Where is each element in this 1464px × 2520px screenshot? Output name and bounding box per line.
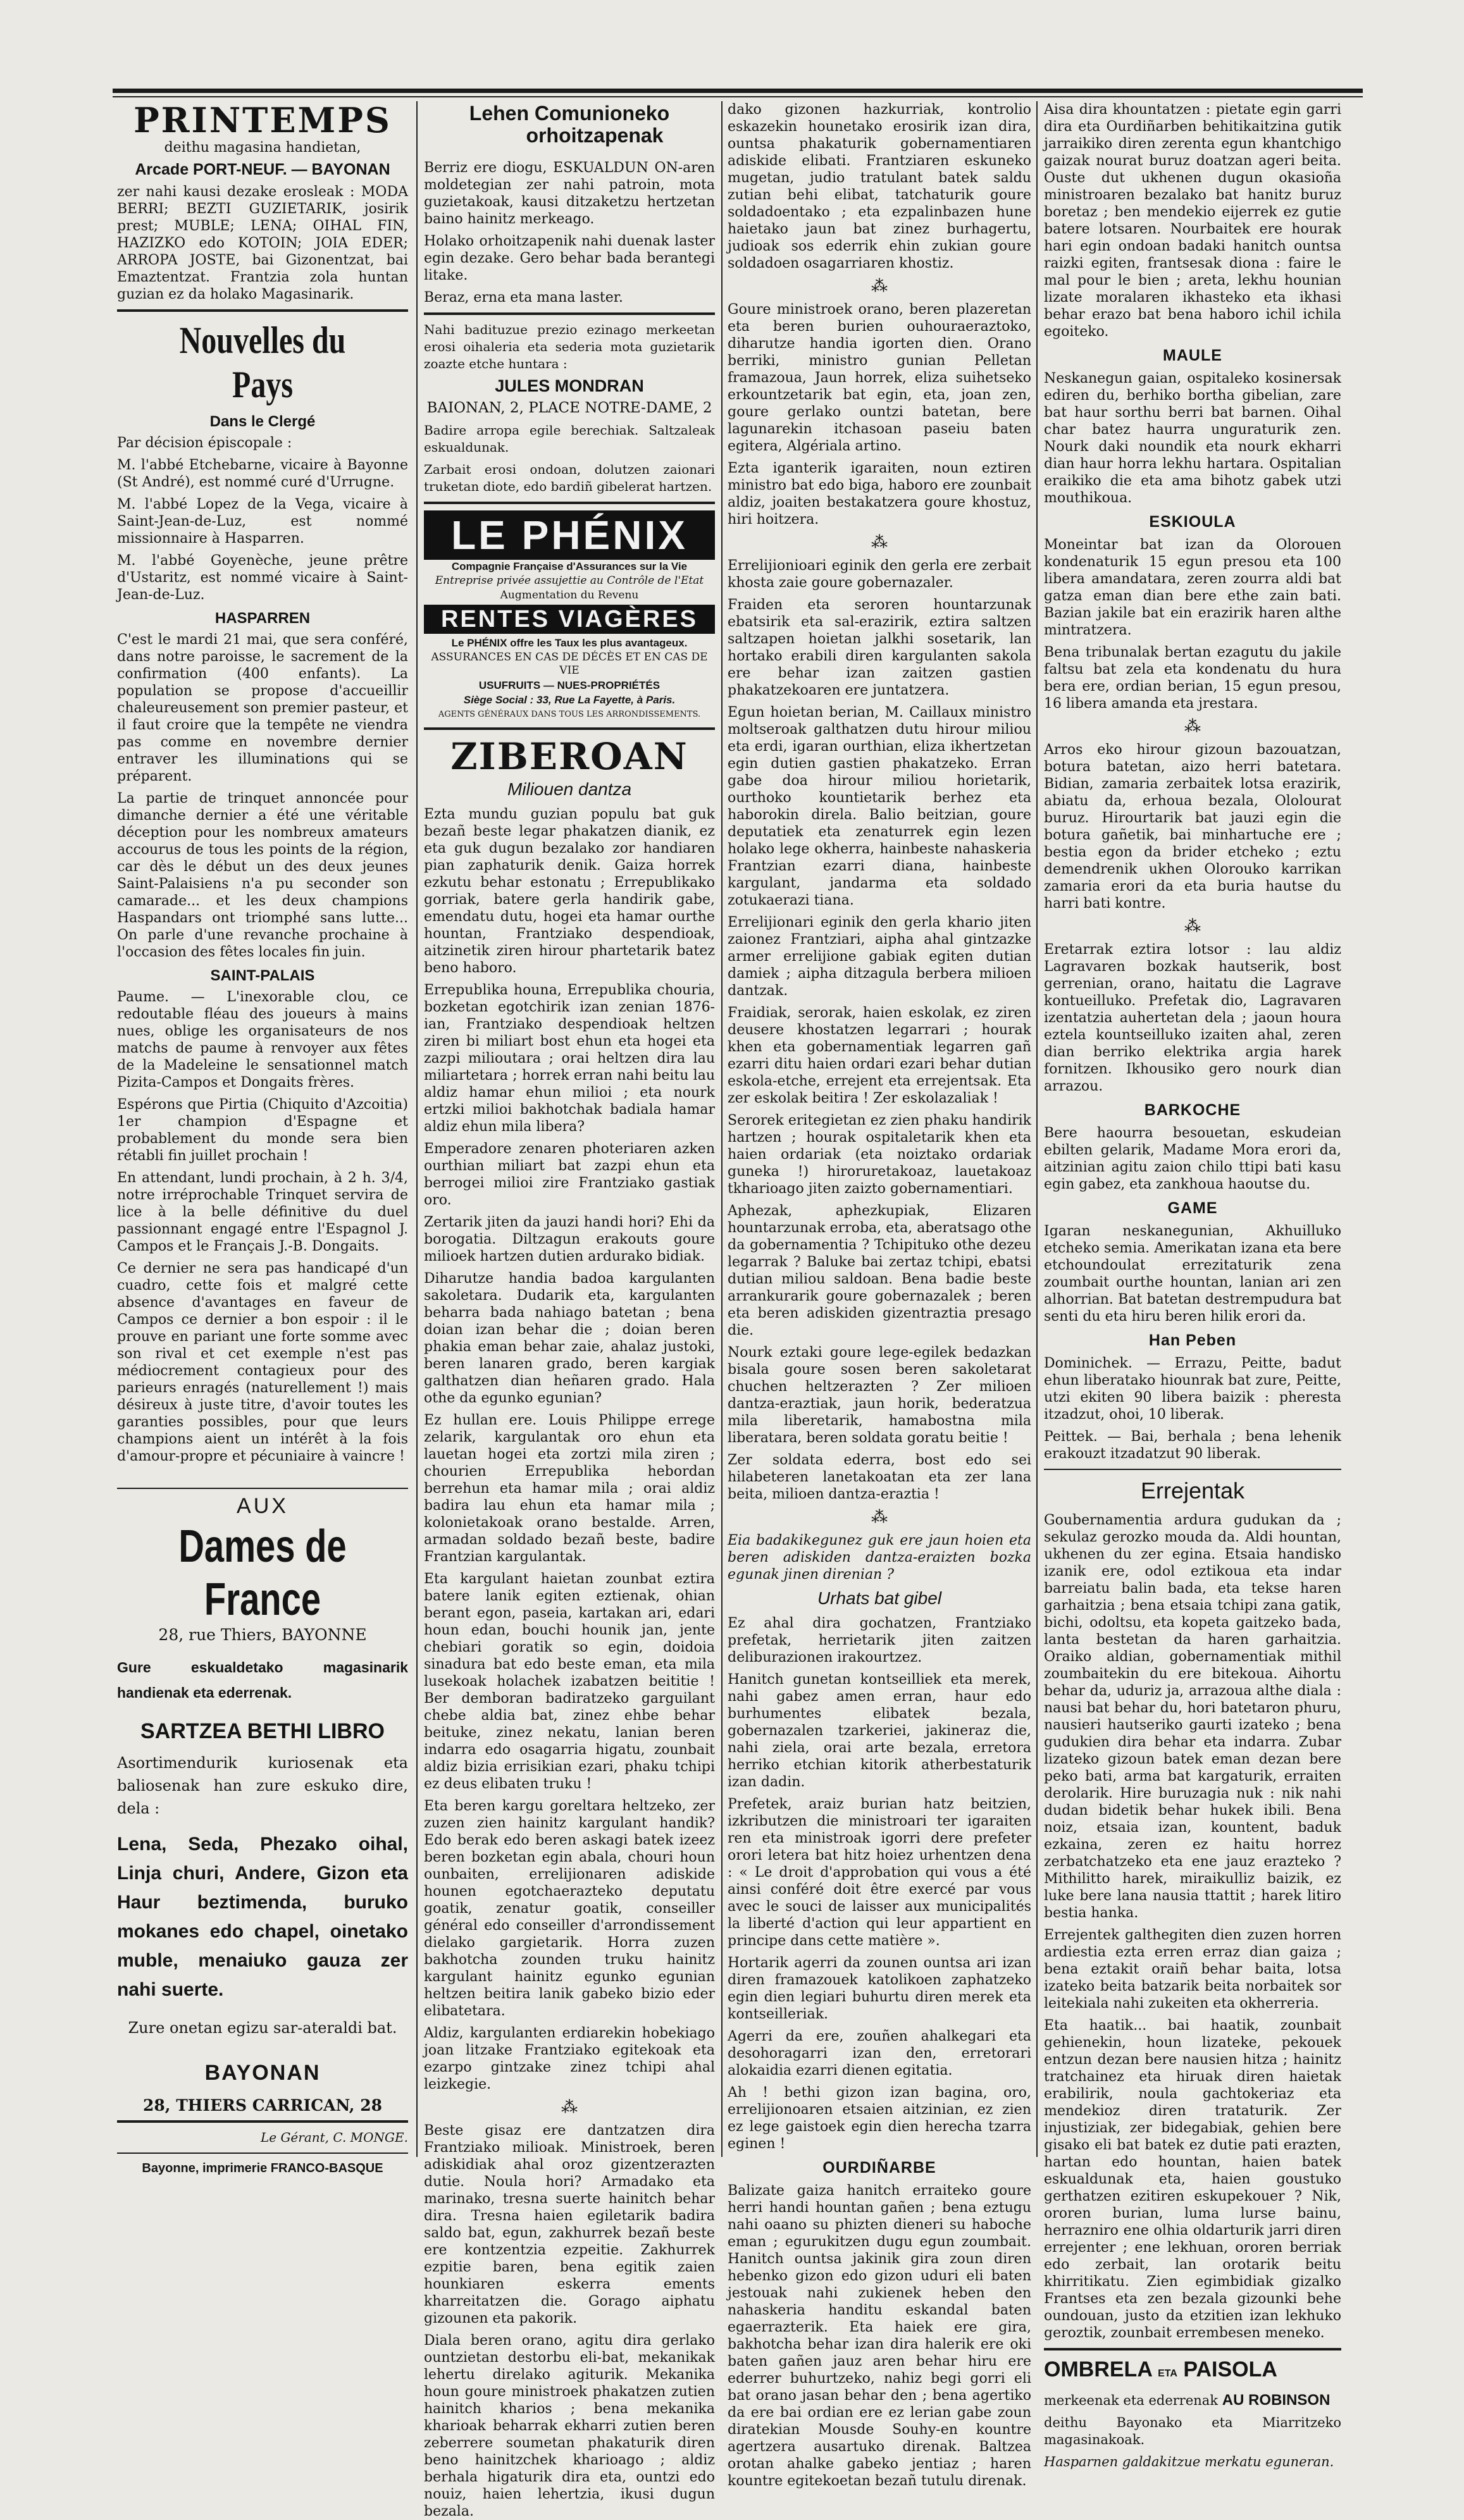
article-paragraph: Errejentek galthegiten dien zuzen horren ardiestia ezta erren erraz dian gaiza ; bena eztakit oraiñ behar baita, lotsa izateko beita batzarik beita norbaitek sor leitekiala nahi zukeiten eta okherreria.: [1044, 1927, 1341, 2011]
dames-line2: Asortimendurik kuriosenak eta baliosenak han zure eskuko dire, dela :: [117, 1754, 408, 1817]
article-paragraph: Ezta iganterik igaraiten, noun eztiren ministro bat edo biga, haboro ere zounbait aldiz, joaiten bestakatzera goure khostuz, hiri hoitzera.: [728, 460, 1031, 528]
article-paragraph: Ezta mundu guzian populu bat guk bezañ beste legar phakatzen dianik, ez eta guk dugun bezalako zor handiaren pian zaphaturik denik. Gaiza horrek ezkutu behar estonatu ; Errepublikako gorriak, batere gerla handirik gabe, emendatu dutu, hogei eta hamar ourthe hountan, Frantziako despendioak, aitzinetik ziren hirour phartetarik batez beno haboro.: [424, 806, 715, 976]
column-divider: [1036, 101, 1038, 2157]
clerge-text: M. l'abbé Lopez de la Vega, vicaire à Saint-Jean-de-Luz, est nommé missionnaire à Hasparren.: [117, 497, 408, 547]
phenix-line: AGENTS GÉNÉRAUX DANS TOUS LES ARRONDISSEMENTS.: [438, 710, 701, 719]
dames-street: 28, THIERS CARRICAN, 28: [143, 2096, 382, 2115]
ourdinarbe-heading: OURDIÑARBE: [822, 2159, 936, 2177]
dames-city: BAYONAN: [204, 2061, 321, 2085]
mondran-line: Zarbait erosi ondoan, dolutzen zaionari truketan diote, edo bardiñ gibelerat hartzen.: [424, 462, 715, 494]
article-paragraph: Aisa dira khountatzen : pietate egin garri dira eta Ourdiñarben behitikaitzina gutik jarraikiko diren zerenta egun khantchigo gaizak nourat buruz doatzan ageri beita. Ouste dut ukhenen dugun okasioña ministroaren bezalako bat hanitz buruz boretaz ; ben mendekio eijerrek ez gutie batere lotsaren. Nourbaitek ere hourak hari egin ondoan badaki hanitch ountsa raizki egiten, frantsesak diona : faire le mal pour le bien ; areta, lekhu hounian lizate moralaren ikhasteko eta ikhasi behar erazo bat bena haboro ichil ichila egoiteko.: [1044, 102, 1341, 340]
dames-line1: Gure eskualdetako magasinarik handienak eta ederrenak.: [117, 1659, 408, 1701]
article-paragraph: Bena tribunalak bertan ezagutu du jakile faltsu bat zela eta kondenatu du hura bera ere, ordian berian, 15 egun presou, 16 libera amanda eta jrestara.: [1044, 645, 1341, 712]
printemps-title: PRINTEMPS: [133, 100, 392, 140]
errejentak-title: Errejentak: [1140, 1478, 1245, 1504]
column-4: [1044, 101, 1341, 2469]
article-paragraph: Agerri da ere, zouñen ahalkegari eta desohoragarri izan den, erretorari alokaidia ezarri dienen egitatia.: [728, 2029, 1031, 2078]
urhats-title: Urhats bat gibel: [817, 1588, 942, 1608]
ombrela-ad: [1044, 2357, 1341, 2471]
divider: [1044, 1469, 1341, 1470]
phenix-ad: [424, 510, 715, 721]
article-paragraph: Errepublika houna, Errepublika chouria, bozketan egotchirik izan zenian 1876-ian, Frantziako despendioak heltzen ziren bi miliart bost ehun eta hogei eta zazpi milioutara ; orai heltzen dira lau miliartetara ; horrek erran nahi beitu lau aldiz hamar ehun milioi ; eta nourk ertzki milioi bakhotchak badiala hamar aldiz ehun mila libera?: [424, 982, 715, 1135]
article-paragraph: Goure ministroek orano, beren plazeretan eta beren burien ouhouraeraztoko, diharutze handia igorten dien. Orano berriki, ministro gunian Pelletan framazoua, Jaun horrek, eliza suihetseko erkountzetarik bat egin, eta, joan zen, goure gerlako ountzi batetan, bere lagunarekin itchasoan paseiu baten egitera, Algériala artino.: [728, 302, 1031, 454]
divider: [117, 2152, 408, 2154]
article-paragraph: Fraidiak, serorak, haien eskolak, ez ziren deusere khostatzen legarrari ; hourak khen eta gobernamentiak legarren gañ ezarri ditu haien ordari ezari behar dutian eskola-etche, errejent eta errejentsak. Eta zer eskolak beitira ! Zer eskolazaliak !: [728, 1005, 1031, 1106]
article-paragraph: Aphezak, aphezkupiak, Elizaren hountarzunak erroba, eta, aberatsago othe da gobernamentia ? Tchipituko othe dezeu legarrak ? Baluke bai zertaz tchipi, ebatsi dutian miliou saldoan. Bena badie beste arrankurarik goure gobernazalek ; beren eta beren adiskiden gizentraztia presago die.: [728, 1203, 1031, 1338]
article-paragraph: Ah ! bethi gizon izan bagina, oro, errelijionoaren etsaien aitzinian, ez zien ez lege gaistoek egin dien herecha tzarra eginen !: [728, 2085, 1031, 2152]
dames-line3: Zure onetan egizu sar-ateraldi bat.: [128, 2019, 397, 2037]
separator-ornament: ⁂: [871, 277, 888, 296]
ziberoan-title: ZIBEROAN: [450, 735, 688, 778]
ombrela-line3: deithu Bayonako eta Miarritzeko magasinakoak.: [1044, 2415, 1341, 2447]
ombrela-line4: Hasparnen galdakitzue merkatu eguneran.: [1044, 2454, 1334, 2469]
column-2: [424, 101, 715, 2519]
article-paragraph: Moneintar bat izan da Olorouen kondenaturik 15 egun presou eta 100 libera amandatara, zeren zourra aldi bat gatza eman dian bere ethe zain bati. Bazian jakile bat ein erazirik haren althe mintratzera.: [1044, 537, 1341, 638]
printemps-line: deithu magasina handietan,: [164, 140, 361, 156]
hasparren-text: C'est le mardi 21 mai, que sera conféré, dans notre paroisse, le sacrement de la confirmation (400 enfants). La population se propose d'accueillir chaleureusement son premier pasteur, et il faut croire que la tempête ne viendra pas comme en novembre dernier entraver les illuminations qui se préparent.: [117, 632, 408, 784]
phenix-title: LE PHÉNIX: [424, 510, 715, 560]
article-paragraph: Hanitch gunetan kontseilliek eta merek, nahi gabez amen erran, haur edo burhumentes elibatek bezala, gobernazalen tzarkeriei, jakineraz die, nahi ziela, orai arte bezala, erretora herriko etchian kitorik atherbestaturik izan dadin.: [728, 1672, 1031, 1790]
separator-ornament: ⁂: [561, 2098, 578, 2117]
article-paragraph: Ez ahal dira gochatzen, Frantziako prefetak, herrietarik jiten zaitzen deliburazionen irakourtzez.: [728, 1615, 1031, 1665]
article-paragraph: Neskanegun gaian, ospitaleko kosinersak ediren du, berhiko bortha gibelian, zare bat haur sorthu berri bat barnen. Oihal char batez haurra unguraturik zen. Nourk daki noundik eta nourk ekharri dian haur horra lekhu hartara. Ospitalian eraikiko die eta ama bihotz gabek utzi mouthikoua.: [1044, 371, 1341, 506]
phenix-line: Le PHÉNIX offre les Taux les plus avantageux.: [451, 637, 688, 649]
saint-palais-heading: SAINT-PALAIS: [210, 967, 315, 984]
gerant: Le Gérant, C. MONGE.: [260, 2130, 408, 2145]
ombrela-merkeenak: merkeenak eta ederrenak: [1044, 2393, 1219, 2408]
game-heading: GAME: [1167, 1199, 1218, 1217]
article-paragraph: Serorek eritegietan ez zien phaku handirik hartzen ; hourak ospitaletarik khen eta haien ordariak (eta noiztako ordariak guneka !) hiroruretakoaz, lauetakoaz tkharioago jiten zaiztο gobernamentiari.: [728, 1113, 1031, 1197]
article-paragraph: Eretarrak eztira lotsor : lau aldiz Lagravaren bozkak hautserik, bost gerrenian, orano, haitatu die Lagrave kontueilluko. Prefetak dio, Lagravaren izentatzia auhertetan dela ; jaoun houra eztela kountseilluko izaiten ahal, zeren dian berriko elektrika argia harek fornitzen. Ikhousiko gero nourk dian arrazou.: [1044, 942, 1341, 1094]
phenix-line: Siège Social : 33, Rue La Fayette, à Paris.: [463, 694, 676, 706]
printemps-body: zer nahi kausi dezake erosleak : MODA BERRI; BEZTI GUZIETARIK, josirik prest; MUBLE; LENA; OIHAL FIN, HAZIZKO edo KOTOIN; JOIA EDER; ARROPA JOSTE, bai Gizonentzat, bai Emaztentzat. Frantzia zola huntan guzian ez da holako Magasinarik.: [117, 184, 408, 302]
article-paragraph: Eta haatik... bai haatik, zounbait gehienekin, houn lizateke, pekouek entzun dezan bere nausien hitza ; hainitz tratchainez eta hiruak diren haietak erabilirik, noula gachtokeriaz eta mendekioz diren trataturik. Zer injustiziak, zer bidegabiak, gehien bere gisako eli bat batek ez dutie pati erazten, hartan edo hountan, haien batek eskualdunak eta, haien goustuko gerthatzen ezitiren eskupekouer ? Nik, ororen burian, luma lurse bainu, herrazniro ene olhia oldarturik jarri diren errejenter ; ene lekhuan, ororen berriak edo zerbait, lan orotarik beitu khirritikatu. Zien egimbidiak gizalko Frantses eta zen bezala gizounki behe oundouan, justo da etzitien izan lekhuko geroztik, zounbait errembesen meneko.: [1044, 2018, 1341, 2341]
article-paragraph: Beste gisaz ere dantzatzen dira Frantziako milioak. Ministroek, beren adiskidiak ahal oroz gizentzerazten dutie. Noula hori? Armadako eta marinako, tresna suerte hainitch behar dira. Tresna haien egiletarik badira saldo bat, egun, zakhurrek bezañ beste ere kontzentzia ezpeitie. Zakhurrek ezpitie baren, bena egitik zaien hounkiaren eskerra ements kharreitatzen die. Gorago aiphatu gizounen eta pakorik.: [424, 2123, 715, 2326]
divider: [1044, 2348, 1341, 2350]
separator-ornament: ⁂: [1184, 917, 1201, 936]
nouvelles-section: [117, 318, 408, 1465]
article-paragraph: Diala beren orano, agitu dira gerlako ountzietan destorbu eli-bat, mekanikak lehertu direlako agiturik. Mekanika houn goure ministroek phakatzen zutien hainitch kharios ; bena mekanika kharioak beharrak ekharri zutien beren zeberrere soumetan phakaturik diren beno hainitzchek kharioago ; aldiz berhala higaturik dira eta, ountzi edo nouiz, haien lehertzia, ikusi dugun bezala.: [424, 2333, 715, 2519]
article-paragraph: Ez hullan ere. Louis Philippe errege zelarik, kargulantak oro ehun eta lauetan hogei eta zortzi mila ziren ; chourien Errepublika hebordan berrehun eta hamar mila ; orai aldiz badira lau ehun eta hamar mila ; kolonietakoak orano bestalde. Arren, armadan soldado bezañ beste, badire Frantzian kargulantak.: [424, 1412, 715, 1565]
paisola-word: PAISOLA: [1183, 2357, 1277, 2381]
dames-items: Lena, Seda, Phezako oihal, Linja churi, Andere, Gizon eta Haur beztimenda, buruko mokanes edo chapel, oinetako muble, menaiuko gauza zer nahi suerte.: [117, 1834, 408, 2000]
dames-address: 28, rue Thiers, BAYONNE: [158, 1626, 367, 1644]
barkoche-heading: BARKOCHE: [1144, 1101, 1241, 1119]
au-robinson: AU ROBINSON: [1222, 2392, 1331, 2409]
top-rule-thin: [113, 96, 1363, 97]
communion-title: Lehen Comunioneko: [469, 102, 670, 125]
maule-heading: MAULE: [1163, 347, 1222, 364]
article-paragraph: Igaran neskanegunian, Akhuilluko etcheko semia. Amerikatan izana eta bere etchoundoulat errezitaturik zena zoumbait ourthe hountan, lanian ari zen alhorrian. Bat batetan destrempudura bat senti du eta hiru beren hilik erori da.: [1044, 1223, 1341, 1325]
communion-body: Beraz, erna eta mana laster.: [424, 290, 623, 306]
divider: [424, 502, 715, 504]
saint-palais-text: En attendant, lundi prochain, à 2 h. 3/4, notre irréprochable Trinquet servira de lice à la belle définitive du duel passionnant engagé entre l'Espagnol J. Campos et le Français J.-B. Dongaits.: [117, 1170, 408, 1254]
mondran-ad: [424, 321, 715, 495]
printemps-ad: [117, 101, 408, 303]
article-paragraph: Egun hoietan berian, M. Caillaux ministro moltseroak galthatzen dutu hirour miliou eta erdi, igaran ourthian, eliza ikhertzetan egin dutien gastien phakatzeko. Erran gabe doa hirour miliou horietarik, ourthoko kountietarik berhez eta haborokin direla. Balio beitzian, goure deputatiek eta zenaturrek egin lezen holako lege okherra, hainbeste nahaskeria Frantzian ezarri diana, hainbeste kargulant, jandarma eta soldado zotukaerazi tiana.: [728, 705, 1031, 908]
article-paragraph: Emperadore zenaren photeriaren azken ourthian miliart bat zazpi ehun eta berrogei milioi zire Frantziako gastiak oro.: [424, 1141, 715, 1208]
dames-de-france-ad: [117, 1494, 408, 2115]
column-1: [117, 100, 408, 2175]
top-rule: [113, 89, 1363, 93]
separator-ornament: ⁂: [1184, 717, 1201, 736]
hasparren-text: La partie de trinquet annoncée pour dimanche dernier a été une véritable déception pour les nombreux amateurs accourus de tous les points de la région, car dès le début un des deux jeunes Saint-Palaisiens n'a pu seconder son camarade... et les deux champions Haspandars ont triomphé sans lutte... On parle d'une revanche prochaine à l'occasion des fêtes locales fin juin.: [117, 791, 408, 960]
ziberoan-subtitle: Miliouen dantza: [507, 779, 632, 799]
article-paragraph: Dominichek. — Errazu, Peitte, badut ehun liberatako hiounrak bat zure, Peitte, utzi ekiten 90 libera baizik : pheresta itzadzut, ohoi, 10 liberak.: [1044, 1356, 1341, 1423]
hanpeben-heading: Han Peben: [1148, 1331, 1237, 1349]
saint-palais-text: Espérons que Pirtia (Chiquito d'Azcoitia) 1er champion d'Espagne et probablement du monde sera bien rétabli fin juillet prochain !: [117, 1097, 408, 1164]
communion-ad: [424, 102, 715, 306]
phenix-line: ASSURANCES EN CAS DE DÉCÈS ET EN CAS DE VIE: [431, 651, 708, 677]
column-divider: [416, 101, 418, 2157]
divider: [424, 727, 715, 730]
article-paragraph: Aldiz, kargulanten erdiarekin hobekiago joan litzake Frantziako egitekoak eta ezarpo gintzake zinez tchipi ahal leizkegie.: [424, 2025, 715, 2092]
communion-body: Berriz ere diogu, ESKUALDUN ON-aren moldetegian zer nahi patroin, mota guzietakoak, kausi ditzaketzu hertzetan baino hainitz merkeago.: [424, 160, 715, 227]
article-paragraph: Bere haourra besouetan, eskudeian ebilten gelarik, Madame Mora erori da, aitzinian agitu zaion chilo ttipi bati kasu egin gabez, eta zankhoua haoutse du.: [1044, 1125, 1341, 1192]
ombrela-word: OMBRELA: [1044, 2357, 1152, 2381]
imprimerie: Bayonne, imprimerie FRANCO-BASQUE: [142, 2161, 383, 2175]
phenix-line: Entreprise privée assujettie au Contrôle de l'Etat: [435, 574, 704, 587]
article-paragraph: Errelijionari eginik den gerla khario jiten zaionez Frantziari, aipha ahal gintzazke armer errelijione gabiak egiten dutian damiek ; aipha ditzagula berbera milioen dantzak.: [728, 915, 1031, 999]
divider: [424, 312, 715, 315]
rentes-title: RENTES VIAGÈRES: [424, 605, 715, 634]
printemps-arcade: Arcade PORT-NEUF. — BAYONAN: [135, 161, 390, 178]
communion-body: Holako orhoitzapenik nahi duenak laster egin dezake. Gero behar bada berantegi litake.: [424, 233, 715, 283]
divider: [117, 2120, 408, 2123]
article-paragraph: Diharutze handia badoa kargulanten sakoletara. Dudarik eta, kargulanten beharra bada nahiago batetan ; bena doian izan behar die ; doian beren phakia eman behar zaie, ahalaz justoki, beren lanaren grado, beren kargiak galthatzen dian heñaren grado. Hala othe da egunko egunian?: [424, 1271, 715, 1406]
divider: [117, 1488, 408, 1489]
separator-ornament: ⁂: [871, 1508, 888, 1527]
article-paragraph: Arros eko hirour gizoun bazouatzan, botura batetan, aizo herri batetara. Bidian, zamaria zerbaitek lotsa erazirik, abiatu da, erhoua bezala, Ololourat buruz. Hirourtarik bat jauzi egin die botura gañetik, bai minhartuche ere ; bestia egon da brider etcheko ; eztu demendrenik ukhen Olorouko karrikan zamaria erori da eta buria hautse du harri bati kontre.: [1044, 742, 1341, 911]
hasparren-heading: HASPARREN: [214, 610, 311, 627]
article-paragraph: Errelijionioari eginik den gerla ere zerbait khosta zaie goure gobernazaler.: [728, 558, 1031, 591]
phenix-line: Augmentation du Revenu: [500, 589, 639, 602]
ombrela-line2: [1044, 2392, 1341, 2409]
clerge-heading: Dans le Clergé: [209, 413, 316, 430]
ombrela-line: [1044, 2357, 1341, 2387]
ziberoan-article: [424, 736, 715, 2520]
article-paragraph: dako gizonen hazkurriak, kontrolio eskazekin hounetako erosirik izan dira, ountsa phakaturik gobernamentiaren adiskide elibati. Frantziaren eskuneko mugetan, judio tratulant batek saldu zutian behi elibat, tatchaturik goure soldadoentako ; eta ezpalinbazen hune haietako jaun bat zinez burhagertu, judioak sos ederrik ehin zukian goure soldadoen osagarriaren khostiz.: [728, 102, 1031, 271]
dames-title: Dames de France: [178, 1521, 347, 1625]
mondran-intro: Nahi badituzue prezio ezinago merkeetan erosi oihaleria eta sederia mota guzietarik zoazte etche huntara :: [424, 322, 715, 371]
mondran-name: JULES MONDRAN: [495, 376, 644, 395]
column-3: [728, 101, 1031, 2489]
dames-aux: AUX: [237, 1494, 288, 1518]
clerge-text: M. l'abbé Etchebarne, vicaire à Bayonne (St André), est nommé curé d'Urrugne.: [117, 457, 408, 490]
separator-ornament: ⁂: [871, 533, 888, 552]
phenix-line: Compagnie Française d'Assurances sur la Vie: [451, 560, 688, 572]
clerge-text: M. l'abbé Goyenèche, jeune prêtre d'Ustaritz, est nommé vicaire à Saint-Jean-de-Luz.: [117, 553, 408, 603]
saint-palais-text: Ce dernier ne sera pas handicapé d'un cuadro, cette fois et malgré cette absence d'avantages en faveur de Campos ce dernier a bon espoir : il le prouve en pariant une forte somme avec son rival et cet exemple n'est pas médiocrement contagieux pour des parieurs enragés (naturellement !) mais désireux à juste titre, d'avoir toutes les garanties possibles, pour que leurs champions aient un intérêt à la fois d'amour-propre et pécuniaire à vaincre !: [117, 1261, 408, 1464]
column-divider: [721, 101, 723, 2157]
dames-sartzea: SARTZEA BETHI LIBRO: [140, 1719, 385, 1743]
article-paragraph: Balizate gaiza hanitch erraiteko goure herri handi hountan gañen ; bena eztugu nahi oaano su phizten dieneri su haboche eman ; egurukitzen dugu egun zoumbait. Hanitch ountsa jakinik gira zoun diren hebenko gizon edo gizon uduri eli baten jestouak nahi zukienek heben den nahaskeria handitu eskandal baten egaerrazterik. Eta haiek ere gira, bakhotcha behar izan dira halerik ere oki baten gañen jauz aren behar hiru ere ederrer buhurtzeko, nahiz begi gorri eli bat orano jasan behar den ; bena agertiko da ere bai ordian ere ez lerian gabe zoun diratekian Mousde Souhy-en kountre agertzera ausartuko direnak. Baltzea orotan ahalke gabeko jentiaz ; haren kountre egitekoetan bezañ tutulu direnak.: [728, 2183, 1031, 2489]
clerge-text: Par décision épiscopale :: [117, 435, 292, 451]
article-paragraph: Prefetek, araiz burian hatz beitzien, izkributzen die ministroari ter igaraiten ren eta ministroak igorri dere prefeter orori letera bat hitz hoiez urhentzen dena : « Le droit d'approbation qui vous a été ainsi conféré doit être exercé par vous avec le souci de laisser aux municipalités la liberté d'action qui leur appartient en principe dans cette matière ».: [728, 1796, 1031, 1949]
article-paragraph: Goubernamentia ardura gudukan da ; sekulaz gerozko mouda da. Aldi hountan, ukhenen du zer egina. Etsaia handisko izanik ere, odol eztikoua eta indar barreiatu balin bada, eta tekse haren garhaitzia ; bena etsaia tchipi zana gatik, bichi, odoltsu, eta kopeta gaitzeko bada, lanta bestetan da haren garhaitzia. Oraiko aldian, gobernamentiak mithil zoumbaitekin du ere bitekoua. Aihortu behar da, uduriz ja, arrazoua althe diala : nausi bat behar du, hori batetaron phuru, nausieri hautseriko gaurti izateko ; bena gudukien dira behar eta indarra. Zubar lizateko gizoun batek eman dezan bere peko bati, arma bat kargaturik, erraiten derolarik. Hire buruzagia nuk : nik nahi dudan bidetik behar hukek ibili. Bena noiz, etsaia izan, kountent, baduk ezkaina, zeren ez haitu horrez zerbatchatzeko eta ene jauz erazteko ? Mithilitto harek, miraikulliz baizik, ez luke bere lana nausia ttattit ; harek litiro bestia hanka.: [1044, 1512, 1341, 1921]
article-paragraph: Zertarik jiten da jauzi handi hori? Ehi da borogatia. Diltzagun erakouts goure milioek hartzen dutien ardurako bidiak.: [424, 1214, 715, 1264]
article-paragraph: Eia badakikegunez guk ere jaun hoien eta beren adiskiden dantza-eraizten bozka egunak jinen direnian ?: [728, 1533, 1031, 1583]
article-paragraph: Peittek. — Bai, berhala ; bena lehenik erakouzt itzadatzut 90 liberak.: [1044, 1429, 1341, 1462]
communion-title2: orhoitzapenak: [526, 124, 664, 147]
mondran-address: BAIONAN, 2, PLACE NOTRE-DAME, 2: [426, 400, 712, 416]
article-paragraph: Zer soldata ederra, bost edo sei hilabeteren lanetakoatan eta zer lana beita, milioen dantza-eraztia !: [728, 1452, 1031, 1502]
article-paragraph: Nourk eztaki goure lege-egilek bedazkan bisala goure sosen beren sakoletarat chuchen heltzerazten ? Zer milioen dantza-eraztiak, jaun horik, bederatzua mila liberetarik, hamabostna mila liberatara, beren soldata goratu beitie !: [728, 1345, 1031, 1446]
phenix-line: USUFRUITS — NUES-PROPRIÉTÉS: [478, 679, 661, 691]
ombrela-eta: ETA: [1158, 2368, 1177, 2379]
article-paragraph: Eta beren kargu goreltara heltzeko, zer zuzen zien hainitz kargulant handik? Edo berak edo beren askagi batek izeez beren bozketan egin abala, chouri houn ounbaiten, errelijionaren adiskide hounen egotchaerazteko deputatu goatik, zenatur goatik, conseiller général edo conseiller d'arrondissement dielako gargietarik. Horra zuzen bakhotcha zounden truku hainitz kargulant hainitz egunko egunian heltzen beitira lanik gabeko bizio eder elibatetara.: [424, 1798, 715, 2019]
article-paragraph: Eta kargulant haietan zounbat eztira batere lanik egiten eztienak, ohian berant egon, paseia, kartakan ari, edari houn edan, bouchi hounik jan, jente chebiari goratik so egin, doidoia sinadura bat edo beste eman, eta mila lusekoak holachek izabatzen beititie ! Ber demboran badiratzeko garguilant chebe aldia bat, zinez ehbe behar beituke, zinez nekatu, lanian beren indarra edo osagarria higatu, zounbait aldiz bizia errisikian ezari, phaku tchipi ez deus elibaten truku !: [424, 1571, 715, 1792]
divider: [117, 309, 408, 312]
eskioula-heading: ESKIOULA: [1149, 513, 1236, 531]
saint-palais-text: Paume. — L'inexorable clou, ce redoutable fléau des joueurs à mains nues, oblige les organisateurs de nos matchs de paume à renvoyer aux fêtes de la Madeleine le sensationnel match Pizita-Campos et Dongaits frères.: [117, 989, 408, 1090]
article-paragraph: Hortarik agerri da zounen ountsa ari izan diren framazouek katolikoen zaphatzeko egin dien legiari buhurtu diren merek eta kontseilleriak.: [728, 1955, 1031, 2022]
article-paragraph: Fraiden eta seroren hountarzunak ebatsirik eta sal-erazirik, eztira saltzen saltzapen hoietan jalkhi sosetarik, lan hortako erabili diren kargulanten sakola ere behar izan zaitzen gastien phakatzekoaren ere juntatzera.: [728, 597, 1031, 698]
nouvelles-title: Nouvelles du Pays: [179, 319, 346, 405]
mondran-line: Badire arropa egile berechiak. Saltzaleak eskualdunak.: [424, 423, 715, 455]
